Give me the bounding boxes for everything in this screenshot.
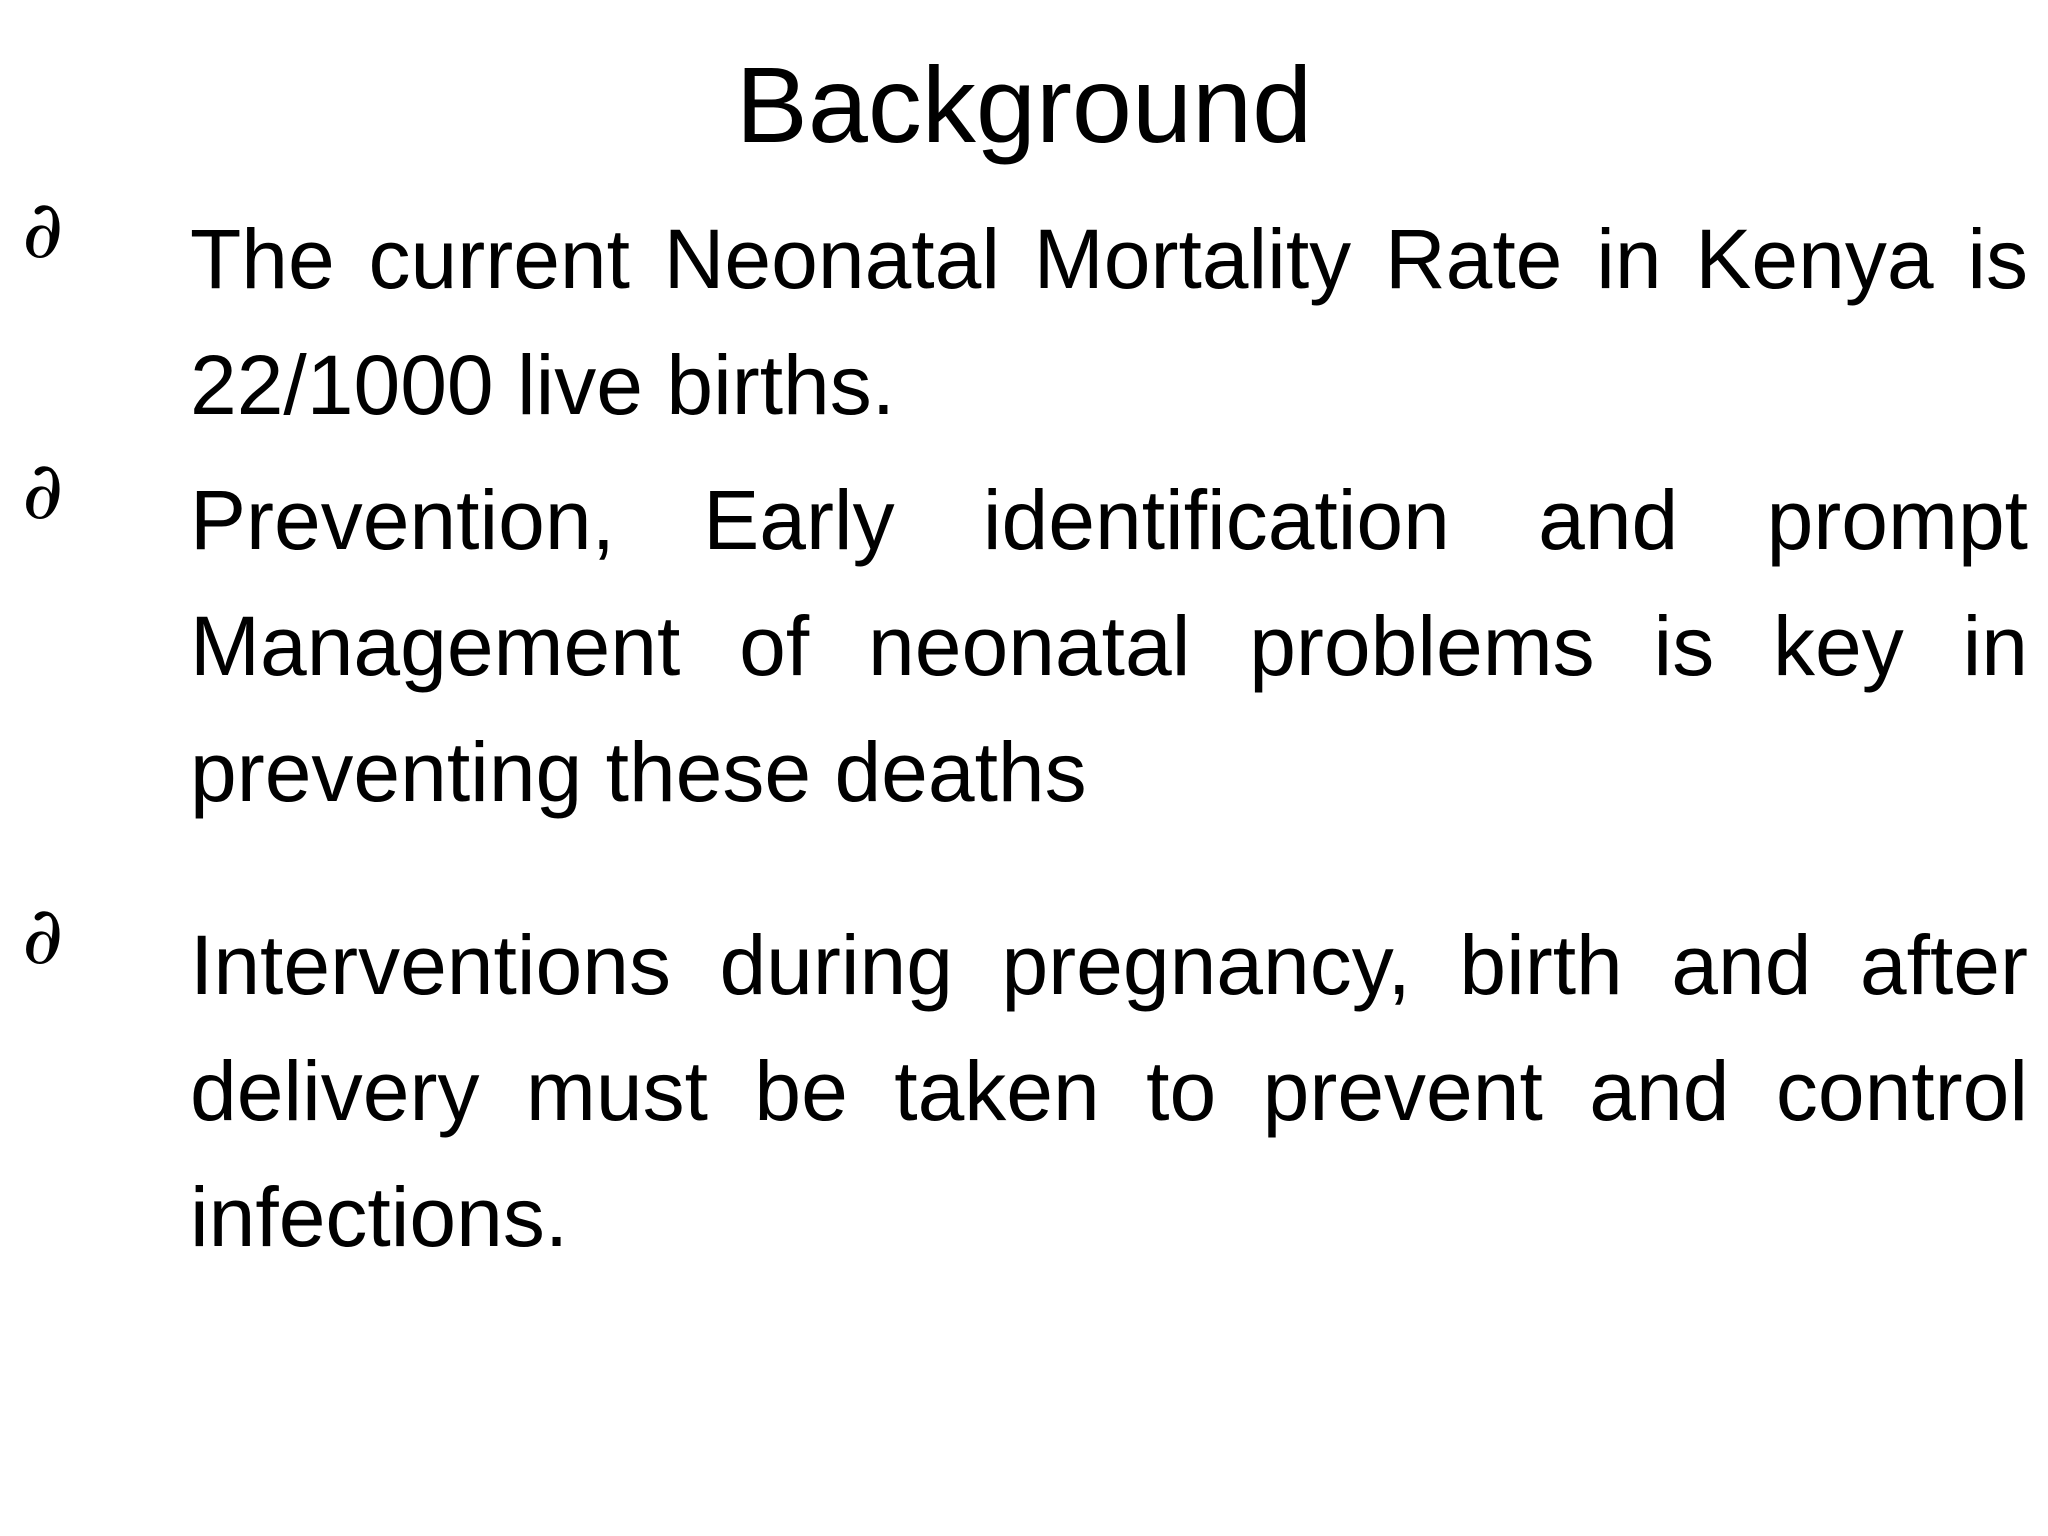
bullet-text: Prevention, Early identification and prompt Management of neonatal problems is key in preventing these deaths xyxy=(190,473,2028,819)
bullet-marker-icon: ∂ xyxy=(22,183,64,276)
bullet-text: The current Neonatal Mortality Rate in Kenya is 22/1000 live births. xyxy=(190,212,2028,432)
bullet-marker-icon: ∂ xyxy=(22,889,64,982)
slide-title: Background xyxy=(735,44,1313,165)
bullet-text: Interventions during pregnancy, birth and after delivery must be taken to prevent and control infections. xyxy=(190,918,2028,1264)
bullet-marker-icon: ∂ xyxy=(22,444,64,537)
